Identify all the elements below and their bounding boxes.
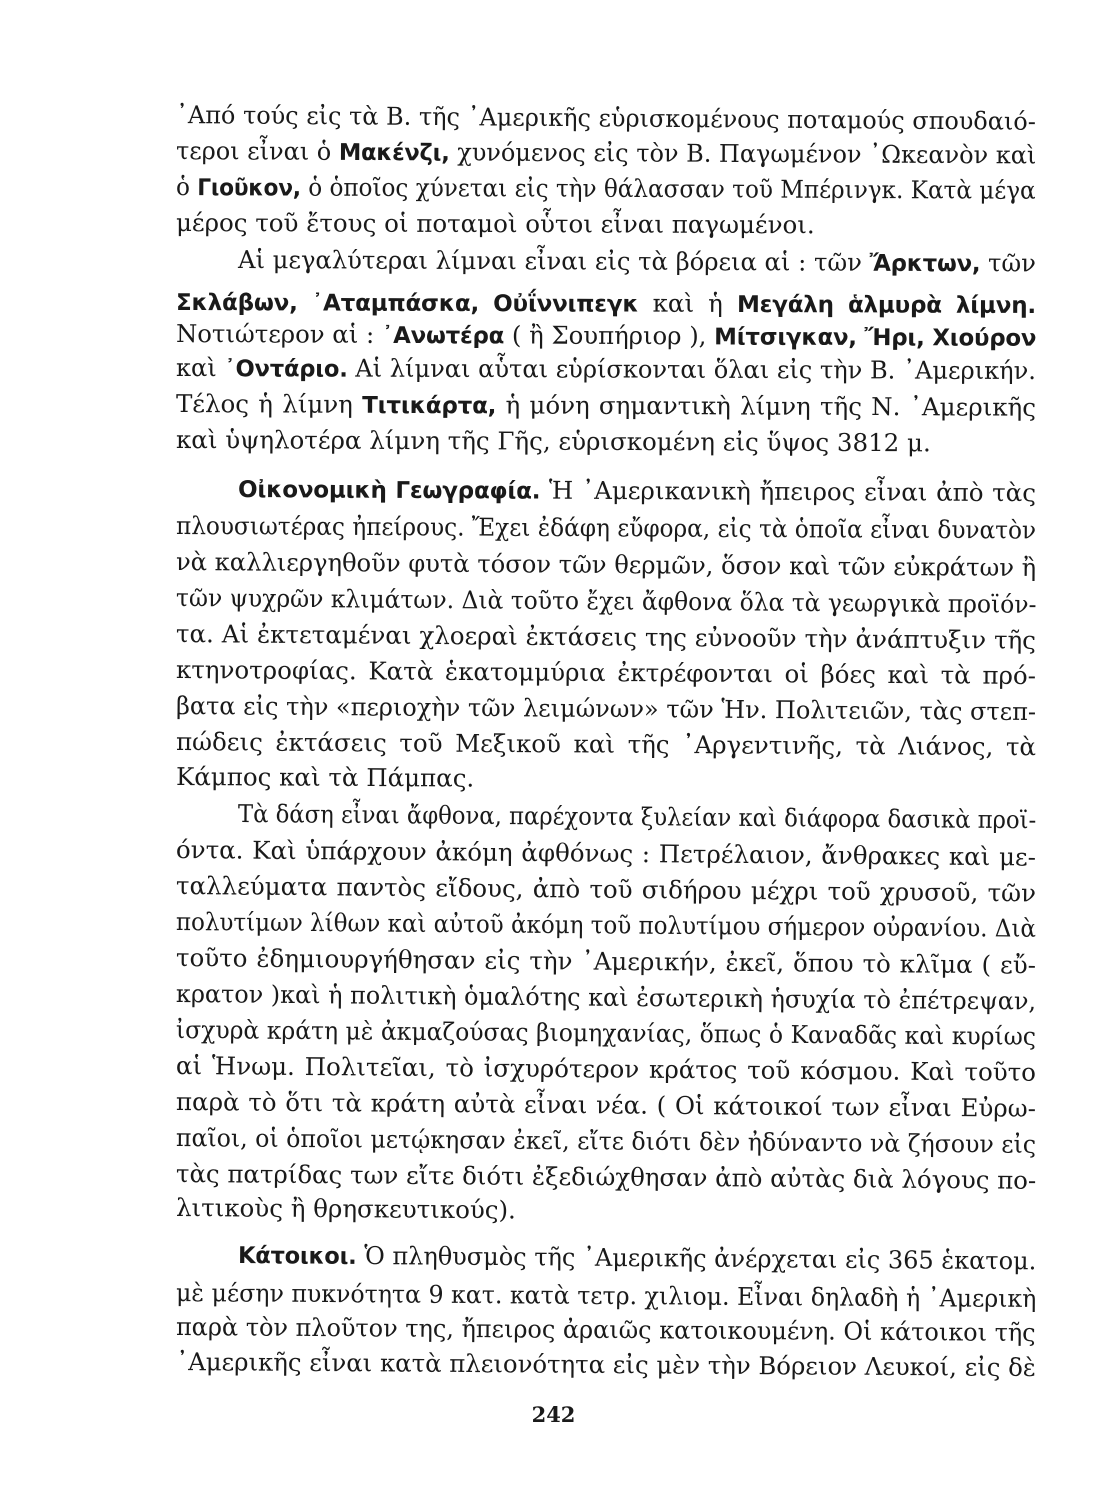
text-run: Ἡ ᾿Αμερικανικὴ ἤπειρος εἶναι ἀπὸ τὰς: [540, 475, 1037, 508]
text-run: μὲ μέσην πυκνότητα 9 κατ. κατὰ τετρ. χιλιομ. Εἶναι δηλαδὴ ἡ ᾿Αμερικὴ: [175, 1278, 1037, 1314]
text-run: Αἱ λίμναι αὗται εὑρίσκονται ὅλαι εἰς τὴν Β. ᾿Αμερικήν.: [347, 353, 1036, 386]
text-run: Ὁ πληθυσμὸς τῆς ᾿Αμερικῆς ἀνέρχεται εἰς 365 ἑκατομ.: [356, 1240, 1037, 1276]
page-number: 242: [531, 1402, 576, 1427]
text-run: πώδεις ἐκτάσεις τοῦ Μεξικοῦ καὶ τῆς ᾿Αργεντινῆς, τὰ Λιάνος, τὰ: [175, 727, 1037, 762]
bold-term: ᾿Οντάριο.: [224, 356, 348, 383]
text-run: τῶν: [980, 248, 1036, 278]
text-line: [176, 387, 1036, 426]
bold-term: Οἰκονομικὴ Γεωγραφία.: [237, 477, 541, 505]
bold-term: Τιτικάρτα,: [362, 392, 497, 420]
text-line: [175, 1121, 1037, 1162]
text-line: [237, 797, 1037, 837]
text-run: τοῦτο ἐδημιουργήθησαν εἰς τὴν ᾿Αμερικήν, ἐκεῖ, ὅπου τὸ κλῖμα ( εὔ-: [175, 943, 1037, 980]
text-line: [175, 1276, 1037, 1316]
text-line: [176, 653, 1036, 693]
text-line: [175, 977, 1037, 1018]
text-run: Κάμπος καὶ τὰ Πάμπας.: [175, 762, 475, 793]
text-run: ὁ ὁποῖος χύνεται εἰς τὴν θάλασσαν τοῦ Μπέρινγκ. Κατὰ μέγα: [300, 172, 1036, 205]
text-line: [176, 941, 1036, 983]
text-line: [237, 1238, 1037, 1279]
text-line: [176, 760, 1036, 799]
bold-term: ᾿Ανωτέρα: [381, 322, 505, 350]
text-line: [176, 833, 1036, 875]
text-line: [175, 689, 1037, 729]
text-run: καὶ: [175, 353, 225, 383]
text-line: [175, 509, 1037, 547]
text-run: νὰ καλλιεργηθοῦν φυτὰ τόσον τῶν θερμῶν, ὅσον καὶ τῶν εὐκράτων ἢ: [175, 547, 1037, 583]
text-line: [238, 472, 1036, 511]
bold-term: Μακένζι,: [338, 139, 450, 167]
text-line: [176, 1049, 1036, 1090]
text-line: [175, 317, 1037, 356]
bold-term: Κάτοικοι.: [237, 1243, 357, 1270]
text-line: [176, 617, 1036, 658]
text-run: πλουσιωτέρας ἠπείρους. Ἔχει ἐδάφη εὔφορα, εἰς τὰ ὁποῖα εἶναι δυνατὸν: [175, 511, 1037, 545]
text-run: τὰς πατρίδας των εἴτε διότι ἐξεδιώχθησαν ἀπὸ αὐτὰς διὰ λόγους πο-: [175, 1159, 1037, 1195]
text-run: πολυτίμων λίθων καὶ αὐτοῦ ἀκόμη τοῦ πολυτίμου σήμερον οὐρανίου. Διὰ: [175, 907, 1037, 943]
bold-term: Μίτσιγκαν, Ἤρι, Χιούρον: [714, 324, 1037, 352]
text-line: [175, 98, 1036, 139]
text-run: ἡ μόνη σημαντικὴ λίμνη τῆς Ν. ᾿Αμερικῆς: [496, 390, 1037, 422]
text-line: [176, 206, 1036, 243]
text-line: [176, 1085, 1036, 1126]
text-line: [176, 1191, 1036, 1231]
text-run: παρὰ τὸν πλοῦτον της, ἤπειρος ἀραιῶς κατοικουμένη. Οἱ κάτοικοι τῆς: [175, 1312, 1036, 1348]
text-line: [175, 134, 1037, 173]
text-run: κρατον )καὶ ἡ πολιτικὴ ὁμαλότης καὶ ἐσωτερικὴ ἡσυχία τὸ ἐπέτρεψαν,: [175, 979, 1037, 1016]
text-run: βατα εἰς τὴν «περιοχὴν τῶν λειμώνων» τῶν Ἡν. Πολιτειῶν, τὰς στεπ-: [175, 691, 1037, 727]
text-run: κτηνοτροφίας. Κατὰ ἑκατομμύρια ἐκτρέφονται οἱ βόες καὶ τὰ πρό-: [175, 655, 1037, 691]
text-line: [175, 170, 1036, 209]
text-run: Νοτιώτερον αἱ :: [175, 319, 383, 349]
text-run: ἰσχυρὰ κράτη μὲ ἀκμαζούσας βιομηχανίας, ὅπως ὁ Καναδᾶς καὶ κυρίως: [175, 1015, 1037, 1051]
text-run: τῶν ψυχρῶν κλιμάτων. Διὰ τοῦτο ἔχει ἄφθονα ὅλα τὰ γεωργικὰ προϊόν-: [175, 583, 1037, 619]
text-run: ᾿Αμερικῆς εἶναι κατὰ πλειονότητα εἰς μὲν τὴν Βόρειον Λευκοί, εἰς δὲ: [175, 1347, 1037, 1383]
text-line: [176, 725, 1036, 764]
text-run: λιτικοὺς ἢ θρησκευτικούς).: [175, 1193, 516, 1225]
text-line: [175, 581, 1037, 621]
text-run: τα. Αἱ ἐκτεταμέναι χλοεραὶ ἐκτάσεις της εὐνοοῦν τὴν ἀνάπτυξιν τῆς: [175, 619, 1037, 655]
text-run: όντα. Καὶ ὑπάρχουν ἀκόμη ἀφθόνως : Πετρέλαιον, ἄνθρακες καὶ με-: [175, 835, 1037, 872]
text-run: ταλλεύματα παντὸς εἴδους, ἀπὸ τοῦ σιδήρου μέχρι τοῦ χρυσοῦ, τῶν: [175, 871, 1037, 908]
bold-term: Γιοῦκον,: [197, 175, 301, 202]
text-line: [175, 1345, 1037, 1385]
text-line: [175, 545, 1037, 585]
text-run: καὶ ἡ: [638, 288, 738, 318]
text-run: μέρος τοῦ ἔτους οἱ ποταμοὶ οὗτοι εἶναι παγωμένοι.: [175, 208, 815, 240]
text-line: [175, 905, 1037, 945]
text-run: Αἱ μεγαλύτεραι λίμναι εἶναι εἰς τὰ βόρεια αἱ : τῶν: [237, 245, 870, 277]
text-run: ( ἢ Σουπήριορ ),: [504, 320, 715, 351]
text-line: [237, 243, 1036, 281]
text-run: τεροι εἶναι ὁ: [175, 136, 339, 166]
text-line: [175, 351, 1036, 389]
text-run: παρὰ τὸ ὅτι τὰ κράτη αὐτὰ εἶναι νέα. ( Οἱ κάτοικοί των εἶναι Εὐρω-: [175, 1087, 1037, 1123]
text-run: αἱ Ἡνωμ. Πολιτεῖαι, τὸ ἰσχυρότερον κράτος τοῦ κόσμου. Καὶ τοῦτο: [175, 1051, 1037, 1087]
text-run: Τὰ δάση εἶναι ἄφθονα, παρέχοντα ξυλείαν καὶ διάφορα δασικὰ προϊ-: [237, 799, 1037, 835]
text-run: καὶ ὑψηλοτέρα λίμνη τῆς Γῆς, εὑρισκομένη εἰς ὕψος 3812 μ.: [175, 425, 931, 458]
text-run: Τέλος ἡ λίμνη: [175, 389, 363, 419]
text-line: [175, 1013, 1037, 1053]
bold-term: Μεγάλη ἁλμυρὰ λίμνη.: [736, 291, 1037, 320]
text-line: [175, 1310, 1036, 1350]
text-line: [176, 423, 1036, 461]
text-run: ᾿Από τούς εἰς τὰ Β. τῆς ᾿Αμερικῆς εὑρισκομένους ποταμούς σπουδαιό-: [175, 100, 1036, 136]
text-run: ὁ: [175, 172, 198, 202]
bold-term: Ἄρκτων,: [869, 250, 981, 278]
bold-term: Σκλάβων, ᾿Αταμπάσκα, Οὐΐννιπεγκ: [175, 290, 639, 318]
text-line: [176, 869, 1036, 911]
text-run: παῖοι, οἱ ὁποῖοι μετῴκησαν ἐκεῖ, εἴτε διότι δὲν ἠδύναντο νὰ ζήσουν εἰς: [175, 1123, 1037, 1159]
text-run: χυνόμενος εἰς τὸν Β. Παγωμένον ᾿Ωκεανὸν καὶ: [449, 137, 1037, 170]
